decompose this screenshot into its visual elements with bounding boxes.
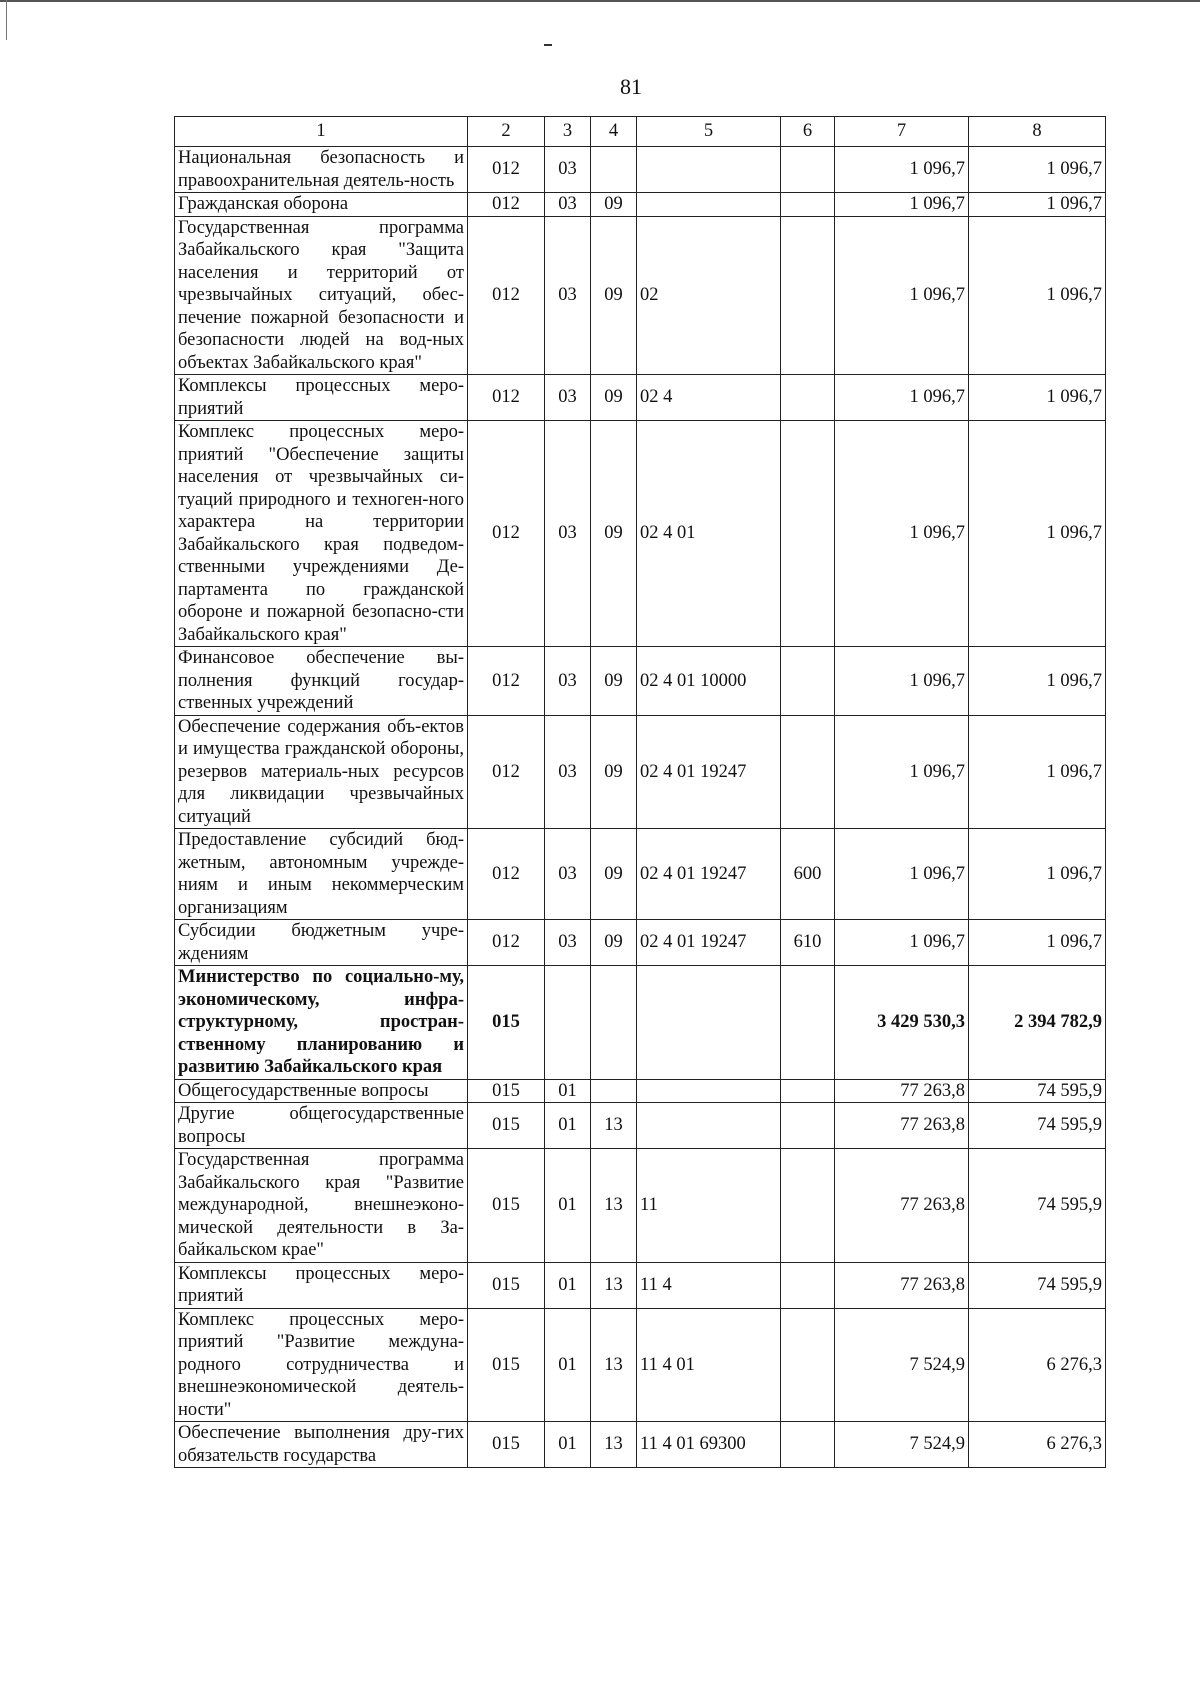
target-article-cell xyxy=(637,1079,781,1103)
ministry-code-cell: 012 xyxy=(468,920,545,966)
subsection-cell: 09 xyxy=(591,920,637,966)
subsection-cell: 09 xyxy=(591,375,637,421)
section-cell: 01 xyxy=(545,1149,591,1263)
table-row xyxy=(175,1262,1106,1308)
subsection-cell: 13 xyxy=(591,1103,637,1149)
amount-col7-cell: 7 524,9 xyxy=(835,1422,969,1468)
item-name-cell: Общегосударственные вопросы xyxy=(175,1079,468,1103)
expense-type-cell xyxy=(781,1262,835,1308)
item-name-cell: Министерство по социально-му, экономическому, инфра-структурному, простран-ственному планированию и развитию Забайкальского края xyxy=(175,966,468,1080)
target-article-cell: 02 xyxy=(637,216,781,375)
expense-type-cell xyxy=(781,1149,835,1263)
expense-type-cell xyxy=(781,216,835,375)
amount-col7-cell: 77 263,8 xyxy=(835,1262,969,1308)
amount-col8-cell: 2 394 782,9 xyxy=(969,966,1106,1080)
table-row xyxy=(175,715,1106,829)
item-name-cell: Комплексы процессных меро-приятий xyxy=(175,1262,468,1308)
table-row xyxy=(175,421,1106,647)
ministry-code-cell: 015 xyxy=(468,1079,545,1103)
column-header: 4 xyxy=(591,117,637,147)
expense-type-cell xyxy=(781,375,835,421)
scan-mark xyxy=(544,44,552,46)
table-row xyxy=(175,375,1106,421)
target-article-cell: 11 4 01 xyxy=(637,1308,781,1422)
expense-type-cell: 610 xyxy=(781,920,835,966)
subsection-cell: 09 xyxy=(591,715,637,829)
ministry-code-cell: 012 xyxy=(468,375,545,421)
target-article-cell: 02 4 xyxy=(637,375,781,421)
amount-col7-cell: 1 096,7 xyxy=(835,647,969,716)
amount-col8-cell: 1 096,7 xyxy=(969,715,1106,829)
ministry-code-cell: 012 xyxy=(468,715,545,829)
section-cell: 01 xyxy=(545,1308,591,1422)
target-article-cell xyxy=(637,193,781,217)
amount-col7-cell: 1 096,7 xyxy=(835,715,969,829)
item-name-cell: Комплекс процессных меро-приятий "Развитие междуна-родного сотрудничества и внешнеэкономической деятель-ности" xyxy=(175,1308,468,1422)
section-cell: 03 xyxy=(545,421,591,647)
amount-col8-cell: 74 595,9 xyxy=(969,1079,1106,1103)
target-article-cell xyxy=(637,966,781,1080)
amount-col8-cell: 1 096,7 xyxy=(969,920,1106,966)
target-article-cell xyxy=(637,1103,781,1149)
amount-col7-cell: 1 096,7 xyxy=(835,829,969,920)
ministry-code-cell: 012 xyxy=(468,829,545,920)
item-name-cell: Финансовое обеспечение вы-полнения функций государ-ственных учреждений xyxy=(175,647,468,716)
table-row xyxy=(175,1079,1106,1103)
section-cell xyxy=(545,966,591,1080)
target-article-cell: 11 4 01 69300 xyxy=(637,1422,781,1468)
expense-type-cell xyxy=(781,193,835,217)
item-name-cell: Предоставление субсидий бюд-жетным, автономным учрежде-ниям и иным некоммерческим организациям xyxy=(175,829,468,920)
expense-type-cell xyxy=(781,966,835,1080)
amount-col7-cell: 77 263,8 xyxy=(835,1103,969,1149)
section-cell: 03 xyxy=(545,715,591,829)
ministry-code-cell: 015 xyxy=(468,966,545,1080)
subsection-cell: 09 xyxy=(591,647,637,716)
expense-type-cell xyxy=(781,421,835,647)
table-row xyxy=(175,147,1106,193)
ministry-code-cell: 012 xyxy=(468,193,545,217)
column-header: 1 xyxy=(175,117,468,147)
amount-col7-cell: 1 096,7 xyxy=(835,216,969,375)
column-header: 5 xyxy=(637,117,781,147)
target-article-cell: 02 4 01 19247 xyxy=(637,829,781,920)
scan-left-edge xyxy=(6,0,7,40)
expense-type-cell xyxy=(781,1308,835,1422)
amount-col8-cell: 74 595,9 xyxy=(969,1262,1106,1308)
target-article-cell: 02 4 01 19247 xyxy=(637,920,781,966)
amount-col8-cell: 74 595,9 xyxy=(969,1149,1106,1263)
ministry-code-cell: 015 xyxy=(468,1103,545,1149)
column-header: 3 xyxy=(545,117,591,147)
amount-col8-cell: 1 096,7 xyxy=(969,193,1106,217)
subsection-cell: 09 xyxy=(591,421,637,647)
scan-top-edge xyxy=(0,0,1200,2)
subsection-cell xyxy=(591,1079,637,1103)
amount-col8-cell: 6 276,3 xyxy=(969,1422,1106,1468)
ministry-code-cell: 015 xyxy=(468,1308,545,1422)
table-row xyxy=(175,216,1106,375)
item-name-cell: Обеспечение содержания объ-ектов и имущества гражданской обороны, резервов материаль-ных ресурсов для ликвидации чрезвычайных ситуаций xyxy=(175,715,468,829)
amount-col7-cell: 3 429 530,3 xyxy=(835,966,969,1080)
column-header: 7 xyxy=(835,117,969,147)
ministry-code-cell: 012 xyxy=(468,216,545,375)
item-name-cell: Комплексы процессных меро-приятий xyxy=(175,375,468,421)
amount-col7-cell: 77 263,8 xyxy=(835,1149,969,1263)
table-row xyxy=(175,647,1106,716)
target-article-cell: 02 4 01 10000 xyxy=(637,647,781,716)
column-header: 2 xyxy=(468,117,545,147)
expense-type-cell xyxy=(781,715,835,829)
table-row xyxy=(175,1149,1106,1263)
subsection-cell xyxy=(591,966,637,1080)
table-row xyxy=(175,920,1106,966)
section-cell: 03 xyxy=(545,193,591,217)
expense-type-cell xyxy=(781,647,835,716)
section-cell: 03 xyxy=(545,375,591,421)
amount-col7-cell: 1 096,7 xyxy=(835,193,969,217)
target-article-cell: 11 4 xyxy=(637,1262,781,1308)
section-cell: 03 xyxy=(545,216,591,375)
target-article-cell: 02 4 01 19247 xyxy=(637,715,781,829)
amount-col8-cell: 6 276,3 xyxy=(969,1308,1106,1422)
ministry-code-cell: 012 xyxy=(468,147,545,193)
table-row xyxy=(175,1422,1106,1468)
amount-col8-cell: 1 096,7 xyxy=(969,375,1106,421)
amount-col8-cell: 1 096,7 xyxy=(969,147,1106,193)
section-cell: 03 xyxy=(545,829,591,920)
table-row xyxy=(175,829,1106,920)
section-cell: 01 xyxy=(545,1079,591,1103)
section-cell: 01 xyxy=(545,1103,591,1149)
subsection-cell: 13 xyxy=(591,1149,637,1263)
table-row xyxy=(175,193,1106,217)
section-cell: 03 xyxy=(545,920,591,966)
table-header-row xyxy=(175,117,1106,147)
amount-col7-cell: 1 096,7 xyxy=(835,147,969,193)
item-name-cell: Обеспечение выполнения дру-гих обязательств государства xyxy=(175,1422,468,1468)
amount-col8-cell: 1 096,7 xyxy=(969,829,1106,920)
amount-col7-cell: 1 096,7 xyxy=(835,421,969,647)
amount-col7-cell: 77 263,8 xyxy=(835,1079,969,1103)
subsection-cell xyxy=(591,147,637,193)
ministry-code-cell: 015 xyxy=(468,1262,545,1308)
subsection-cell: 13 xyxy=(591,1308,637,1422)
expense-type-cell xyxy=(781,1422,835,1468)
expense-type-cell xyxy=(781,1079,835,1103)
expense-type-cell: 600 xyxy=(781,829,835,920)
item-name-cell: Государственная программа Забайкальского края "Развитие международной, внешнеэконо-мической деятельности в За-байкальском крае" xyxy=(175,1149,468,1263)
amount-col8-cell: 1 096,7 xyxy=(969,421,1106,647)
section-cell: 01 xyxy=(545,1422,591,1468)
section-cell: 03 xyxy=(545,647,591,716)
item-name-cell: Другие общегосударственные вопросы xyxy=(175,1103,468,1149)
item-name-cell: Комплекс процессных меро-приятий "Обеспечение защиты населения от чрезвычайных си-туаций природного и техноген-ного характера на территории Забайкальского края подведом-ственными учреждениями Де-партамента по гражданской обороне и пожарной безопасно-сти Забайкальского края" xyxy=(175,421,468,647)
ministry-code-cell: 012 xyxy=(468,421,545,647)
amount-col7-cell: 7 524,9 xyxy=(835,1308,969,1422)
ministry-code-cell: 012 xyxy=(468,647,545,716)
table-row xyxy=(175,966,1106,1080)
target-article-cell: 11 xyxy=(637,1149,781,1263)
expense-type-cell xyxy=(781,147,835,193)
table-row xyxy=(175,1103,1106,1149)
amount-col8-cell: 1 096,7 xyxy=(969,647,1106,716)
amount-col8-cell: 1 096,7 xyxy=(969,216,1106,375)
budget-table xyxy=(174,116,1106,1468)
target-article-cell: 02 4 01 xyxy=(637,421,781,647)
subsection-cell: 13 xyxy=(591,1262,637,1308)
subsection-cell: 13 xyxy=(591,1422,637,1468)
amount-col8-cell: 74 595,9 xyxy=(969,1103,1106,1149)
column-header: 8 xyxy=(969,117,1106,147)
section-cell: 01 xyxy=(545,1262,591,1308)
page-number: 81 xyxy=(620,74,642,99)
subsection-cell: 09 xyxy=(591,829,637,920)
table-row xyxy=(175,1308,1106,1422)
amount-col7-cell: 1 096,7 xyxy=(835,920,969,966)
subsection-cell: 09 xyxy=(591,216,637,375)
item-name-cell: Субсидии бюджетным учре-ждениям xyxy=(175,920,468,966)
column-header: 6 xyxy=(781,117,835,147)
target-article-cell xyxy=(637,147,781,193)
item-name-cell: Гражданская оборона xyxy=(175,193,468,217)
subsection-cell: 09 xyxy=(591,193,637,217)
expense-type-cell xyxy=(781,1103,835,1149)
section-cell: 03 xyxy=(545,147,591,193)
ministry-code-cell: 015 xyxy=(468,1422,545,1468)
ministry-code-cell: 015 xyxy=(468,1149,545,1263)
item-name-cell: Национальная безопасность и правоохранительная деятель-ность xyxy=(175,147,468,193)
amount-col7-cell: 1 096,7 xyxy=(835,375,969,421)
item-name-cell: Государственная программа Забайкальского края "Защита населения и территорий от чрезвычайных ситуаций, обес-печение пожарной безопасности и безопасности людей на вод-ных объектах Забайкальского края" xyxy=(175,216,468,375)
